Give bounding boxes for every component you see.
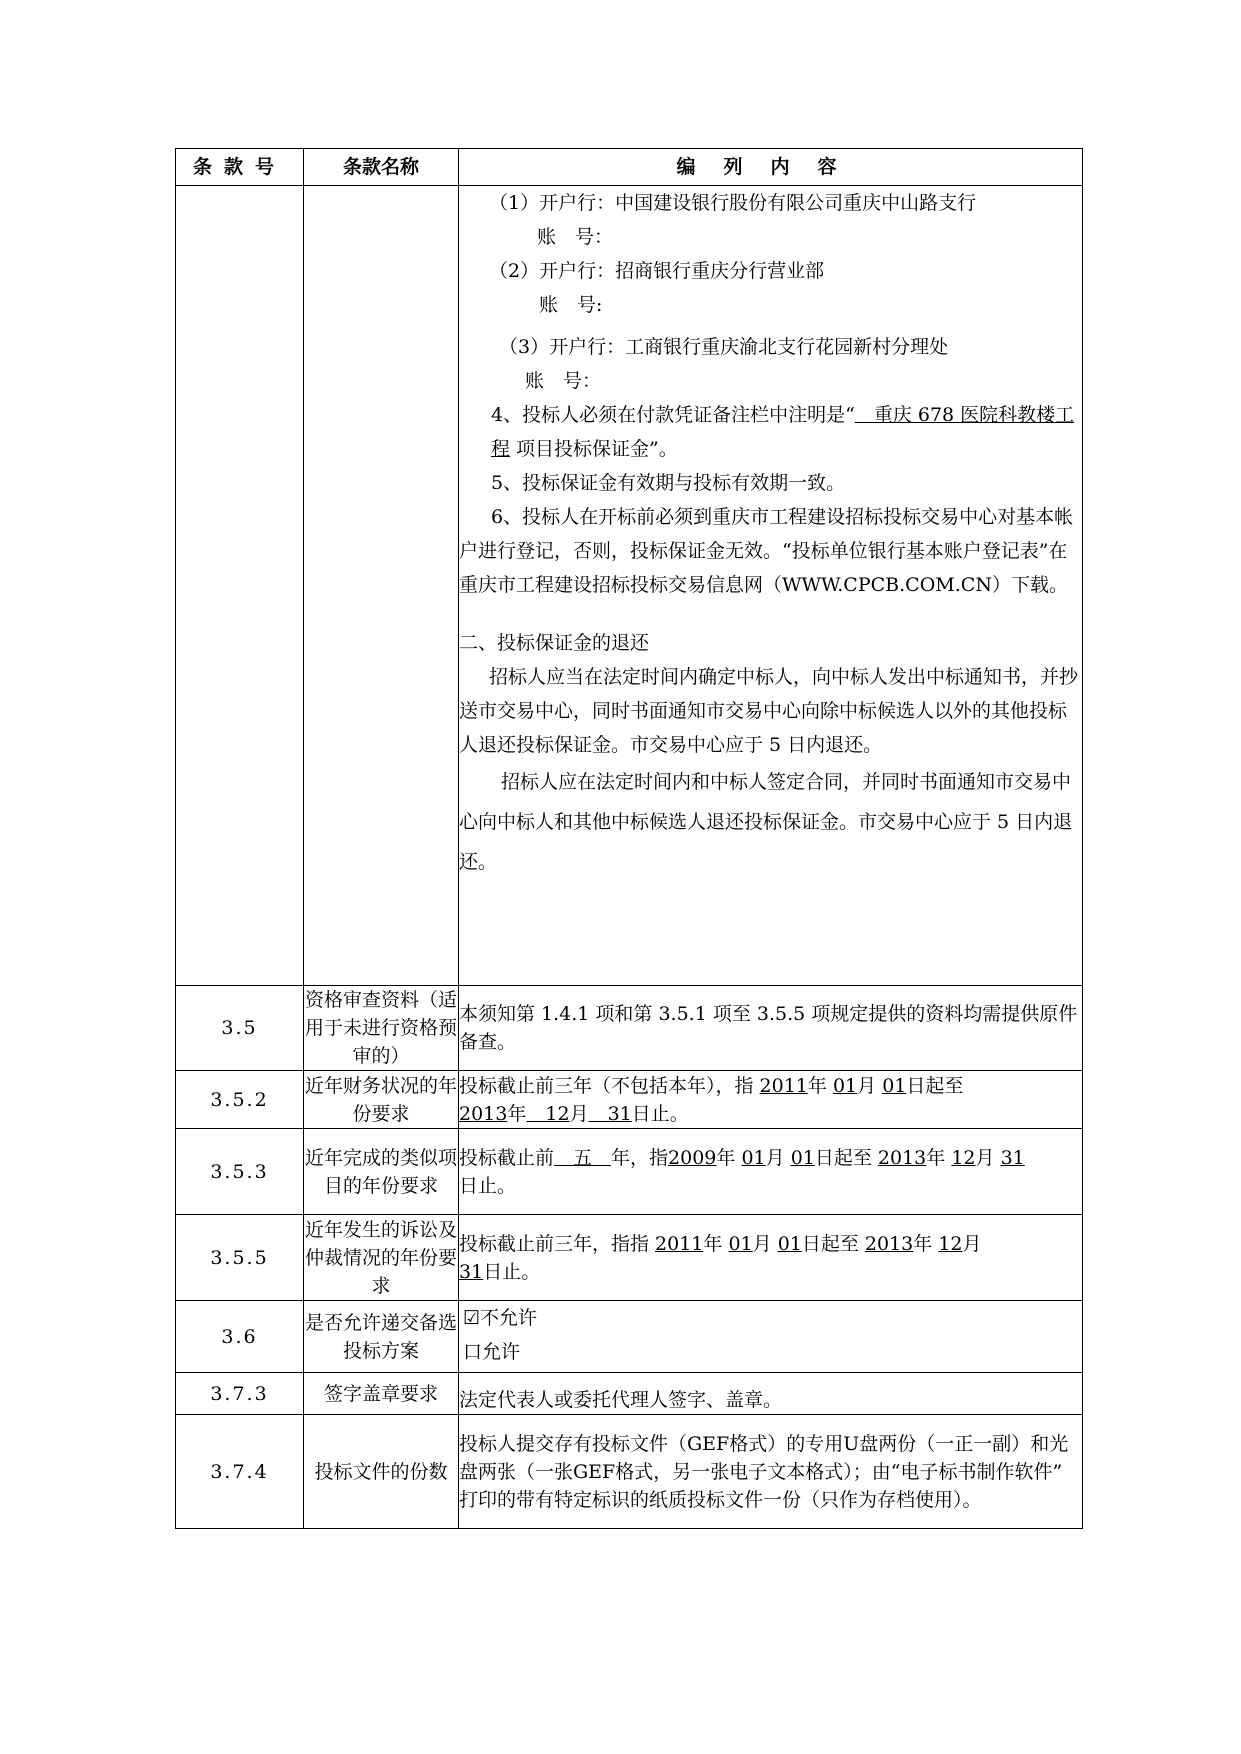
item-5: 5、投标保证金有效期与投标有效期一致。	[491, 472, 846, 494]
clause-name: 近年发生的诉讼及仲裁情况的年份要求	[304, 1215, 459, 1301]
table-row-3-5-3	[176, 1129, 1083, 1215]
clause-number: 3.7.3	[176, 1373, 304, 1415]
header-content: 编列内容	[459, 149, 1083, 186]
table-row-3-7-4	[176, 1415, 1083, 1529]
clause-content: 法定代表人或委托代理人签字、盖章。	[459, 1373, 1083, 1415]
clause-name: 近年财务状况的年份要求	[304, 1071, 459, 1129]
header-clause-number: 条款号	[176, 149, 304, 186]
deposit-content	[459, 186, 1083, 986]
table-row-3-5-5	[176, 1215, 1083, 1301]
cell-empty-name	[304, 186, 459, 986]
bank-1: （1）开户行：中国建设银行股份有限公司重庆中山路支行	[489, 192, 977, 214]
clause-name: 投标文件的份数	[304, 1415, 459, 1529]
table-row-deposit	[176, 186, 1083, 986]
section-2-title: 二、投标保证金的退还	[459, 632, 650, 654]
clause-number: 3.7.4	[176, 1415, 304, 1529]
bid-clause-table	[175, 148, 1083, 1529]
clause-name: 近年完成的类似项目的年份要求	[304, 1129, 459, 1215]
item-4-prefix: 4、投标人必须在付款凭证备注栏中注明是“	[491, 404, 855, 426]
account-3: 账 号：	[525, 370, 602, 392]
clause-content: 投标截止前三年，指指 2011年 01月 01日起至 2013年 12月 31日止。	[459, 1215, 1083, 1301]
section-2-paragraph-1: 招标人应当在法定时间内确定中标人，向中标人发出中标通知书，并抄送市交易中心，同时书面通知市交易中心向除中标候选人以外的其他投标人退还投标保证金。市交易中心应于 5 日内退还。	[459, 666, 1079, 756]
section-2-paragraph-2: 招标人应在法定时间内和中标人签定合同，并同时书面通知市交易中心向中标人和其他中标候选人退还投标保证金。市交易中心应于 5 日内退还。	[459, 771, 1073, 873]
option-allowed: 口允许	[463, 1341, 521, 1363]
clause-number: 3.6	[176, 1301, 304, 1373]
table-header-row	[176, 149, 1083, 186]
item-6: 6、投标人在开标前必须到重庆市工程建设招标投标交易中心对基本帐户进行登记，否则，投标保证金无效。“投标单位银行基本账户登记表”在重庆市工程建设招标投标交易信息网（WWW.CPCB.COM.CN）下载。	[459, 506, 1074, 596]
clause-content: 本须知第 1.4.1 项和第 3.5.1 项至 3.5.5 项规定提供的资料均需提供原件备查。	[459, 986, 1083, 1071]
cell-empty-number	[176, 186, 304, 986]
account-2: 账 号:	[539, 294, 603, 316]
table-row-3-5	[176, 986, 1083, 1071]
clause-content: 投标截止前三年（不包括本年），指 2011年 01月 01日起至 2013年 12月 31日止。	[459, 1071, 1083, 1129]
item-4-project: 重庆 678 医院科教楼工程	[491, 404, 1075, 460]
bank-2: （2）开户行：招商银行重庆分行营业部	[489, 260, 825, 282]
bank-3: （3）开户行：工商银行重庆渝北支行花园新村分理处	[499, 336, 949, 358]
header-clause-name: 条款名称	[304, 149, 459, 186]
table-row-3-7-3	[176, 1373, 1083, 1415]
account-1: 账 号：	[537, 226, 614, 248]
clause-content: 投标截止前 五 年，指2009年 01月 01日起至 2013年 12月 31 日止。	[459, 1129, 1083, 1215]
clause-number: 3.5.5	[176, 1215, 304, 1301]
clause-name: 签字盖章要求	[304, 1373, 459, 1415]
option-not-allowed: ☑不允许	[463, 1307, 538, 1329]
item-4	[459, 398, 1082, 466]
clause-number: 3.5.3	[176, 1129, 304, 1215]
clause-content	[459, 1301, 1083, 1373]
item-4-suffix: 项目投标保证金”。	[510, 438, 678, 460]
clause-name: 是否允许递交备选投标方案	[304, 1301, 459, 1373]
clause-content: 投标人提交存有投标文件（GEF格式）的专用U盘两份（一正一副）和光盘两张（一张GEF格式，另一张电子文本格式）；由“电子标书制作软件” 打印的带有特定标识的纸质投标文件一份（只作为存档使用）。	[459, 1415, 1083, 1529]
table-row-3-6	[176, 1301, 1083, 1373]
clause-number: 3.5.2	[176, 1071, 304, 1129]
table-row-3-5-2	[176, 1071, 1083, 1129]
clause-number: 3.5	[176, 986, 304, 1071]
clause-name: 资格审查资料（适用于未进行资格预审的）	[304, 986, 459, 1071]
